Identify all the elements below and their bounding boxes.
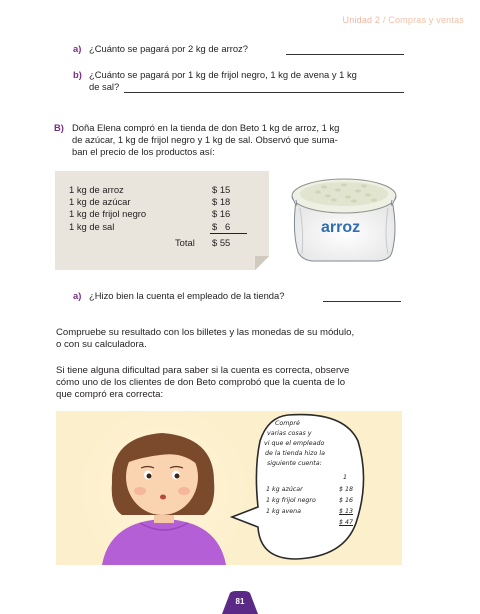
bubble-total: $ 47: [339, 519, 354, 526]
rice-bag-illustration: [278, 172, 408, 264]
question-a: [73, 43, 248, 55]
page-number-tab: [216, 591, 264, 614]
price-item-value: $ 6: [212, 221, 231, 232]
question-letter: a): [73, 290, 82, 301]
price-list-box: [55, 171, 269, 270]
bag-label: arroz: [321, 219, 361, 236]
paragraph-check: [56, 327, 406, 351]
question-text: ¿Hizo bien la cuenta el empleado de la tienda?: [89, 290, 285, 301]
paragraph-line: Si tiene alguna dificultad para saber si la cuenta es correcta, observe: [56, 365, 350, 376]
bubble-item-price: $ 13: [339, 508, 354, 515]
bubble-line: Compré: [275, 420, 300, 427]
unit-label: Unidad 2: [342, 15, 381, 25]
rice-bag-icon: [278, 172, 408, 264]
price-item-name: 1 kg de frijol negro: [69, 208, 147, 219]
paragraph-difficulty: [56, 365, 406, 402]
paragraph-line: o con su calculadora.: [56, 339, 147, 351]
paragraph-line: cómo uno de los clientes de don Beto comprobó que la cuenta de lo: [56, 377, 346, 389]
price-item-value: $ 15: [212, 184, 231, 195]
bubble-line: vi que el empleado: [264, 440, 325, 447]
customer-illustration: [56, 411, 402, 565]
bubble-carry: 1: [343, 474, 348, 481]
answer-line-a2[interactable]: [323, 293, 401, 302]
page-header: [343, 15, 464, 25]
topic-label: Compras y ventas: [388, 15, 464, 25]
header-separator: /: [382, 15, 386, 25]
section-b-line: Doña Elena compró en la tienda de don Beto 1 kg de arroz, 1 kg: [72, 122, 340, 133]
bubble-line: de la tienda hizo la: [265, 450, 325, 457]
price-item-name: 1 kg de azúcar: [69, 196, 131, 207]
answer-line-a[interactable]: [286, 46, 404, 55]
bubble-item-price: $ 18: [339, 486, 354, 493]
bubble-item-name: 1 kg avena: [266, 508, 301, 515]
page-number: 81: [235, 597, 245, 606]
page-curl: [255, 256, 269, 270]
bubble-line: siguiente cuenta:: [267, 460, 322, 467]
section-b-line: ban el precio de los productos así:: [72, 146, 215, 157]
bubble-line: varias cosas y: [267, 430, 312, 437]
paragraph-line: que compró era correcta:: [56, 389, 164, 401]
bubble-item-price: $ 16: [339, 497, 354, 504]
question-text-line1: ¿Cuánto se pagará por 1 kg de frijol negro, 1 kg de avena y 1 kg: [89, 69, 357, 80]
question-text-line2: de sal?: [89, 81, 120, 92]
bubble-item-name: 1 kg azúcar: [266, 486, 303, 493]
section-b-line: de azúcar, 1 kg de frijol negro y 1 kg de sal. Observó que suma-: [72, 134, 338, 145]
bubble-item-name: 1 kg frijol negro: [266, 497, 316, 504]
section-letter: B): [54, 122, 64, 133]
question-a2: [73, 290, 284, 302]
total-label: Total: [175, 237, 195, 248]
question-letter: b): [73, 69, 82, 80]
sum-rule: [210, 233, 247, 234]
price-item-value: $ 16: [212, 208, 231, 219]
question-text: ¿Cuánto se pagará por 2 kg de arroz?: [89, 43, 248, 54]
answer-line-b[interactable]: [124, 84, 404, 93]
question-letter: a): [73, 43, 82, 54]
price-item-name: 1 kg de sal: [69, 221, 115, 232]
price-item-value: $ 18: [212, 196, 231, 207]
price-item-name: 1 kg de arroz: [69, 184, 124, 195]
section-b: [54, 122, 403, 158]
total-value: $ 55: [212, 237, 231, 248]
paragraph-line: Compruebe su resultado con los billetes y las monedas de su módulo,: [56, 327, 355, 338]
